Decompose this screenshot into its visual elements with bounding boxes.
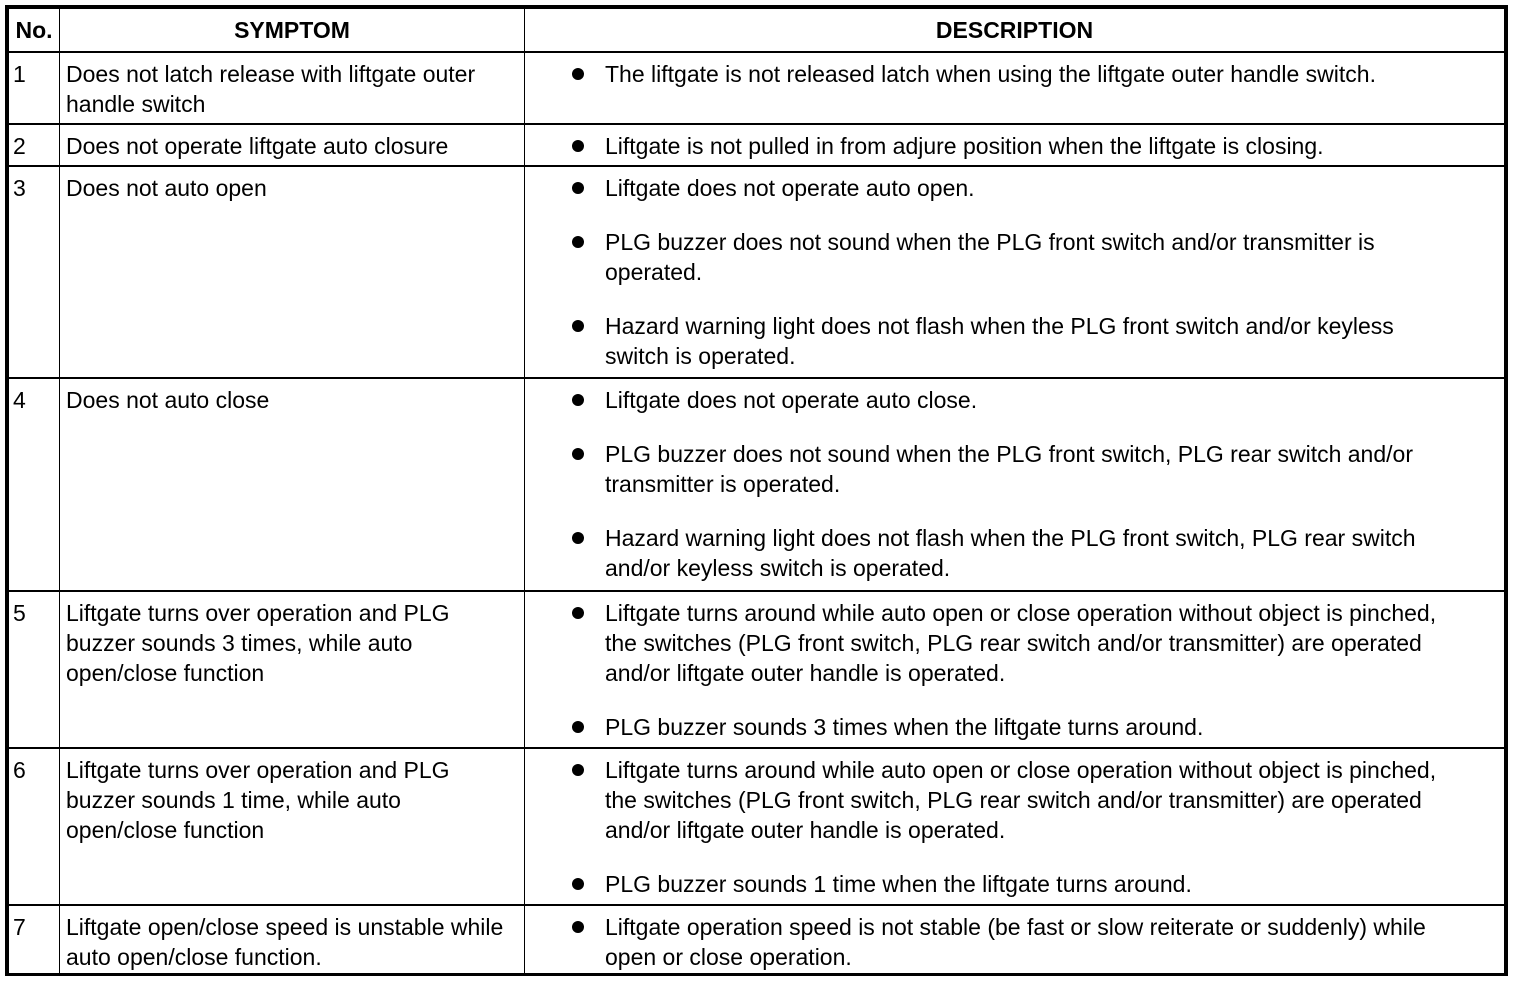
description-item [525,439,1464,499]
description-list [525,59,1464,89]
table-body [9,52,1505,973]
description-list [525,598,1464,742]
description-cell [525,166,1505,378]
row-number: 7 [9,905,60,973]
bullet-icon [572,140,584,152]
bullet-icon [572,607,584,619]
bullet-icon [572,878,584,890]
symptom-cell: Does not auto close [60,378,525,591]
description-item [525,59,1464,89]
description-text: Hazard warning light does not flash when the PLG front switch, PLG rear switch and/or keyless switch is operated. [605,525,1416,581]
description-item [525,598,1464,688]
description-list [525,912,1464,972]
description-text: PLG buzzer sounds 3 times when the liftgate turns around. [605,714,1204,740]
bullet-icon [572,532,584,544]
table-row [9,124,1505,166]
row-number: 1 [9,52,60,124]
table-header-row [9,9,1505,53]
bullet-icon [572,921,584,933]
description-text: PLG buzzer does not sound when the PLG front switch and/or transmitter is operated. [605,229,1375,285]
description-item [525,311,1464,371]
symptom-cell: Liftgate turns over operation and PLG buzzer sounds 1 time, while auto open/close function [60,748,525,905]
description-cell [525,124,1505,166]
bullet-icon [572,721,584,733]
description-cell [525,378,1505,591]
bullet-icon [572,320,584,332]
table-row [9,748,1505,905]
row-number: 6 [9,748,60,905]
table-row [9,166,1505,378]
symptom-cell: Does not auto open [60,166,525,378]
row-number: 2 [9,124,60,166]
table-row [9,378,1505,591]
bullet-icon [572,394,584,406]
symptom-cell: Does not operate liftgate auto closure [60,124,525,166]
description-cell [525,905,1505,973]
description-item [525,869,1464,899]
description-text: Hazard warning light does not flash when the PLG front switch and/or keyless switch is operated. [605,313,1394,369]
row-number: 3 [9,166,60,378]
description-item [525,131,1464,161]
symptom-table [8,8,1505,973]
description-item [525,523,1464,583]
row-number: 4 [9,378,60,591]
description-list [525,755,1464,899]
description-item [525,712,1464,742]
description-text: Liftgate does not operate auto open. [605,175,975,201]
symptom-table-frame [5,5,1508,976]
description-text: PLG buzzer does not sound when the PLG front switch, PLG rear switch and/or transmitter is operated. [605,441,1413,497]
table-row [9,905,1505,973]
description-item [525,173,1464,203]
description-item [525,385,1464,415]
description-text: Liftgate does not operate auto close. [605,387,978,413]
description-cell [525,52,1505,124]
description-text: Liftgate is not pulled in from adjure position when the liftgate is closing. [605,133,1324,159]
symptom-cell: Liftgate open/close speed is unstable while auto open/close function. [60,905,525,973]
description-cell [525,591,1505,748]
description-list [525,131,1464,161]
description-text: Liftgate operation speed is not stable (be fast or slow reiterate or suddenly) while open or close operation. [605,914,1426,970]
description-list [525,385,1464,583]
description-item [525,755,1464,845]
table-row [9,52,1505,124]
description-list [525,173,1464,371]
table-row [9,591,1505,748]
bullet-icon [572,182,584,194]
header-description: DESCRIPTION [525,9,1505,53]
symptom-cell: Liftgate turns over operation and PLG buzzer sounds 3 times, while auto open/close function [60,591,525,748]
bullet-icon [572,236,584,248]
description-cell [525,748,1505,905]
bullet-icon [572,764,584,776]
description-text: Liftgate turns around while auto open or close operation without object is pinched, the switches (PLG front switch, PLG rear switch and/or transmitter) are operated and/or liftgate outer handle is operated. [605,600,1437,686]
description-text: The liftgate is not released latch when using the liftgate outer handle switch. [605,61,1376,87]
header-no: No. [9,9,60,53]
description-item [525,227,1464,287]
bullet-icon [572,448,584,460]
row-number: 5 [9,591,60,748]
description-item [525,912,1464,972]
bullet-icon [572,68,584,80]
description-text: Liftgate turns around while auto open or close operation without object is pinched, the switches (PLG front switch, PLG rear switch and/or transmitter) are operated and/or liftgate outer handle is operated. [605,757,1437,843]
description-text: PLG buzzer sounds 1 time when the liftgate turns around. [605,871,1192,897]
header-symptom: SYMPTOM [60,9,525,53]
symptom-cell: Does not latch release with liftgate outer handle switch [60,52,525,124]
